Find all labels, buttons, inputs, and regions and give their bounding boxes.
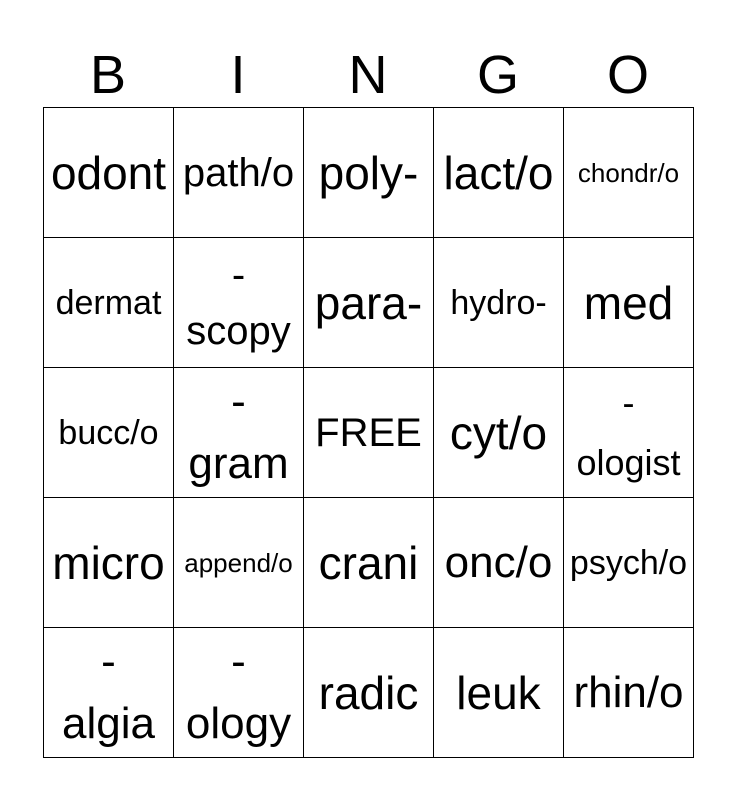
bingo-cell[interactable] [174,238,304,368]
bingo-cell[interactable] [174,498,304,628]
header-letter-i: I [230,45,246,105]
header-letter-n: N [348,45,388,105]
header-letter-o: O [606,45,649,105]
cell-text: - gram [188,376,289,488]
header-letter-g: G [476,45,519,105]
cell-text: micro [52,536,165,589]
cell-text: psych/o [569,543,688,582]
bingo-cell[interactable] [434,238,564,368]
bingo-cell[interactable] [434,368,564,498]
bingo-cell[interactable] [174,108,304,238]
bingo-cell[interactable] [44,498,174,628]
cell-text: FREE [315,410,422,455]
bingo-cell[interactable] [434,628,564,758]
cell-text: dermat [55,283,162,322]
cell-text: leuk [456,666,541,719]
cell-text: odont [50,146,167,199]
bingo-cell[interactable] [564,498,694,628]
bingo-cell[interactable] [304,108,434,238]
cell-text: crani [318,536,419,589]
bingo-cell[interactable] [44,368,174,498]
bingo-cell[interactable] [564,368,694,498]
bingo-cell[interactable] [174,628,304,758]
cell-text: chondr/o [577,157,680,188]
cell-text: - algia [62,636,155,748]
free-space[interactable] [304,368,434,498]
bingo-cell[interactable] [174,368,304,498]
cell-text: lact/o [443,146,554,199]
cell-text: append/o [184,547,293,578]
cell-text: cyt/o [449,406,548,459]
bingo-cell[interactable] [564,628,694,758]
cell-text: path/o [182,150,295,195]
bingo-board [43,107,694,758]
bingo-header [43,44,693,106]
cell-text: med [583,276,674,329]
bingo-cell[interactable] [44,238,174,368]
cell-text: - ologist [576,381,681,483]
bingo-cell[interactable] [434,498,564,628]
bingo-cell[interactable] [44,628,174,758]
cell-text: poly- [318,146,419,199]
cell-text: onc/o [444,537,553,587]
bingo-cell[interactable] [564,238,694,368]
cell-text: hydro- [450,283,547,322]
bingo-cell[interactable] [434,108,564,238]
bingo-cell[interactable] [44,108,174,238]
header-letter-b: B [89,45,127,105]
bingo-cell[interactable] [304,498,434,628]
bingo-cell[interactable] [304,628,434,758]
cell-text: - ology [185,636,292,748]
bingo-cell[interactable] [564,108,694,238]
cell-text: para- [314,276,423,329]
cell-text: rhin/o [573,667,684,717]
cell-text: radic [318,666,419,719]
cell-text: bucc/o [58,413,159,452]
bingo-cell[interactable] [304,238,434,368]
cell-text: - scopy [186,252,291,353]
